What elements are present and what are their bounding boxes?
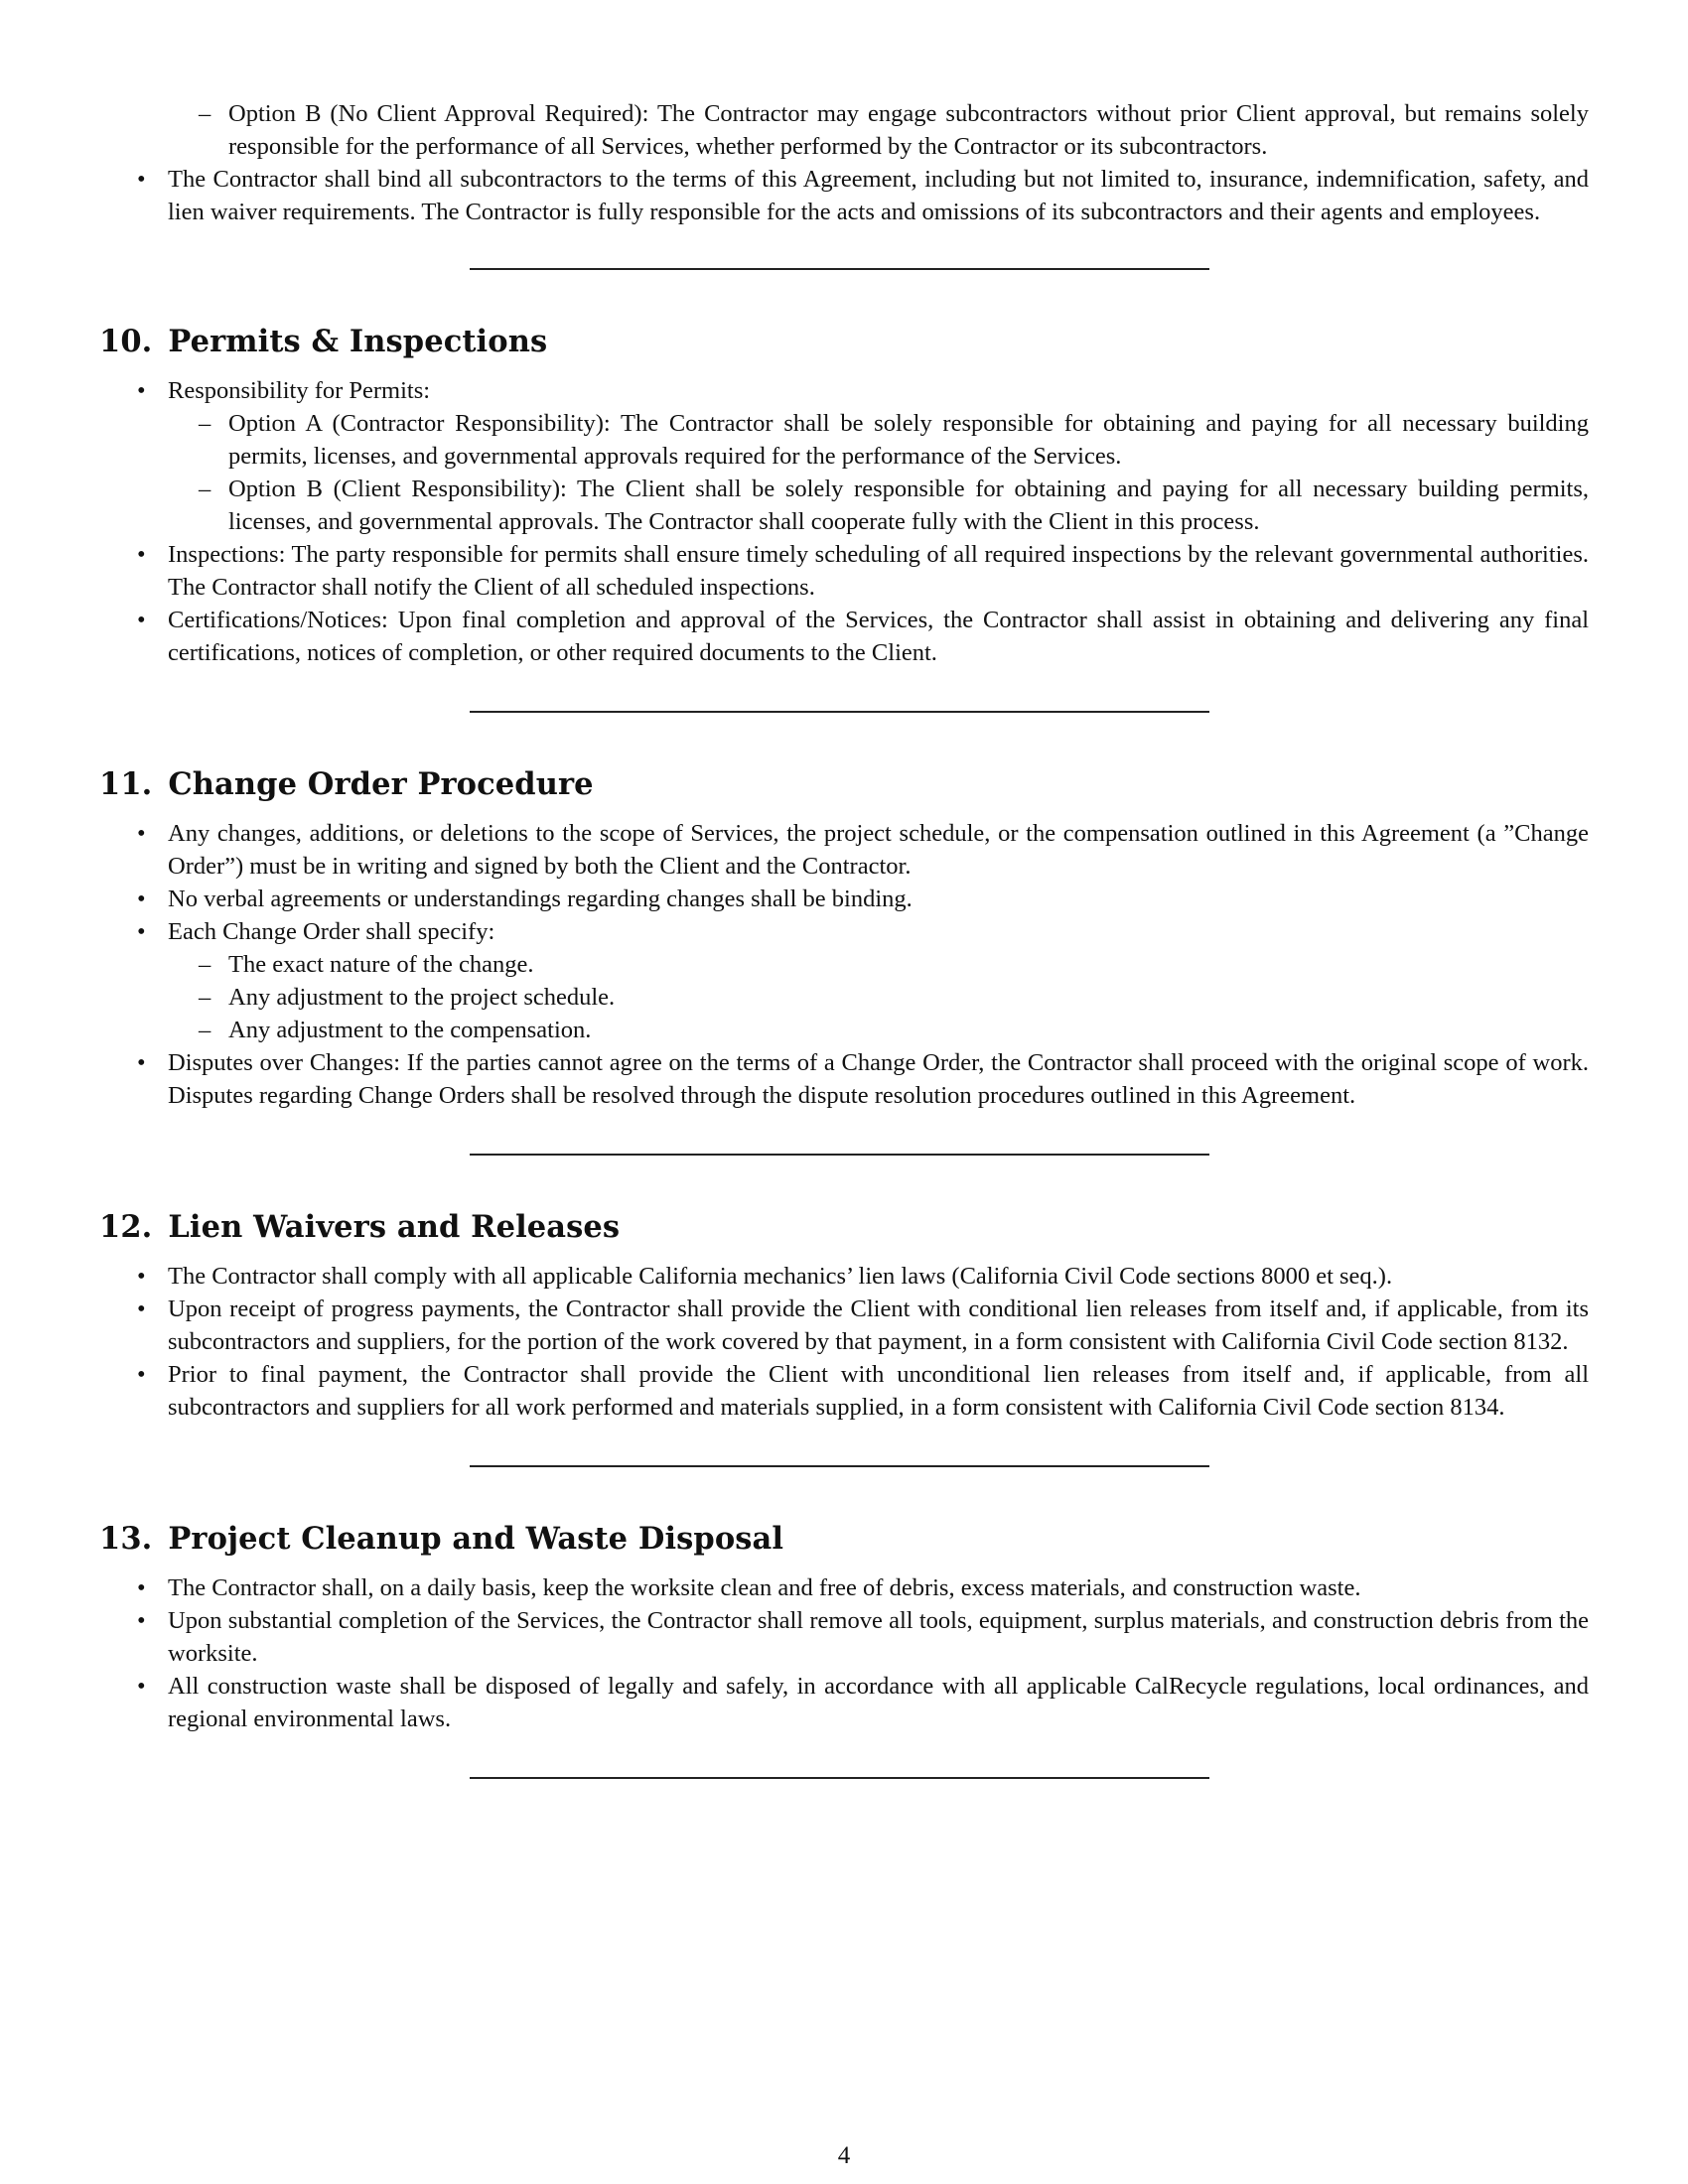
section-divider [470,1777,1209,1779]
section-divider [470,1465,1209,1467]
section-list [99,1260,1589,1424]
list-item [99,1604,1589,1670]
list-item-text: • Disputes over Changes: If the parties cannot agree on the terms of a Change Order, the Contractor shall proceed with the original scope of work. Disputes regarding Change Orders shall be resolved through the dispute resolution procedures outlined in this Agreement. [168,1049,1589,1109]
list-item [99,374,1589,407]
list-item [99,604,1589,669]
list-item-text: • The Contractor shall comply with all applicable California mechanics’ lien laws (California Civil Code sections 8000 et seq.). [168,1263,1393,1290]
list-item [99,97,1589,163]
section-heading [99,766,1589,802]
list-item [99,1046,1589,1112]
list-item-text: • Responsibility for Permits: [168,377,431,404]
list-item-text: • Any changes, additions, or deletions to the scope of Services, the project schedule, or the compensation outlined in this Agreement (a ”Change Order”) must be in writing and signed by both the Client and the Contractor. [168,820,1589,880]
list-item [99,1014,1589,1046]
list-item-text: • No verbal agreements or understandings regarding changes shall be binding. [168,886,913,912]
section-divider [470,711,1209,713]
list-item-text: • Upon receipt of progress payments, the Contractor shall provide the Client with conditional lien releases from itself and, if applicable, from its subcontractors and suppliers, for the portion of the work covered by that payment, in a form consistent with California Civil Code section 8132. [168,1296,1589,1355]
list-item [99,473,1589,538]
list-item-text: • Prior to final payment, the Contractor shall provide the Client with unconditional lien releases from itself and, if applicable, from all subcontractors and suppliers for all work performed and materials supplied, in a form consistent with California Civil Code section 8134. [168,1361,1589,1421]
list-item [99,1358,1589,1424]
list-item-text: – Option B (No Client Approval Required): The Contractor may engage subcontractors without prior Client approval, but remains solely responsible for the performance of all Services, whether performed by the Contractor or its subcontractors. [228,100,1589,160]
list-item [99,1571,1589,1604]
list-item [99,883,1589,915]
list-item-text: • Upon substantial completion of the Services, the Contractor shall remove all tools, equipment, surplus materials, and construction debris from the worksite. [168,1607,1589,1667]
list-item-text: – Option A (Contractor Responsibility): The Contractor shall be solely responsible for obtaining and paying for all necessary building permits, licenses, and governmental approvals required for the performance of the Services. [228,410,1589,470]
section-heading [99,1521,1589,1557]
list-item-text: • All construction waste shall be disposed of legally and safely, in accordance with all applicable CalRecycle regulations, local ordinances, and regional environmental laws. [168,1673,1589,1732]
list-item-text: • Inspections: The party responsible for permits shall ensure timely scheduling of all required inspections by the relevant governmental authorities. The Contractor shall notify the Client of all scheduled inspections. [168,541,1589,601]
section-number: 10. [99,324,153,359]
list-item [99,538,1589,604]
intro-list [99,97,1589,228]
page-number: 4 [837,2142,851,2169]
section-title: Change Order Procedure [168,766,594,802]
section-heading [99,324,1589,359]
list-item [99,915,1589,948]
list-item-text: • Certifications/Notices: Upon final completion and approval of the Services, the Contractor shall assist in obtaining and delivering any final certifications, notices of completion, or other required documents to the Client. [168,607,1589,666]
section-list [99,817,1589,1112]
list-item-text: – Any adjustment to the project schedule. [228,984,616,1011]
section-number: 12. [99,1209,153,1245]
section-title: Project Cleanup and Waste Disposal [168,1521,784,1557]
list-item-text: – Any adjustment to the compensation. [228,1017,592,1043]
list-item [99,817,1589,883]
section-lien-waivers-releases [99,1209,1589,1424]
section-title: Permits & Inspections [168,324,548,359]
section-change-order-procedure [99,766,1589,1112]
section-list [99,374,1589,669]
list-item-text: – The exact nature of the change. [228,951,534,978]
section-title: Lien Waivers and Releases [168,1209,621,1245]
section-divider [470,1154,1209,1156]
list-item-text: • Each Change Order shall specify: [168,918,495,945]
list-item-text: • The Contractor shall, on a daily basis, keep the worksite clean and free of debris, excess materials, and construction waste. [168,1574,1361,1601]
list-item-text: – Option B (Client Responsibility): The Client shall be solely responsible for obtaining and paying for all necessary building permits, licenses, and governmental approvals. The Contractor shall cooperate fully with the Client in this process. [228,476,1589,535]
page-content [99,97,1589,1779]
section-project-cleanup-waste-disposal [99,1521,1589,1735]
section-divider [470,268,1209,270]
section-heading [99,1209,1589,1245]
list-item [99,1260,1589,1293]
list-item-text: • The Contractor shall bind all subcontractors to the terms of this Agreement, including but not limited to, insurance, indemnification, safety, and lien waiver requirements. The Contractor is fully responsible for the acts and omissions of its subcontractors and their agents and employees. [168,166,1589,225]
section-number: 11. [99,766,153,802]
list-item [99,407,1589,473]
section-list [99,1571,1589,1735]
section-number: 13. [99,1521,153,1557]
section-permits-inspections [99,324,1589,669]
list-item [99,1670,1589,1735]
list-item [99,163,1589,228]
list-item [99,948,1589,981]
list-item [99,1293,1589,1358]
list-item [99,981,1589,1014]
